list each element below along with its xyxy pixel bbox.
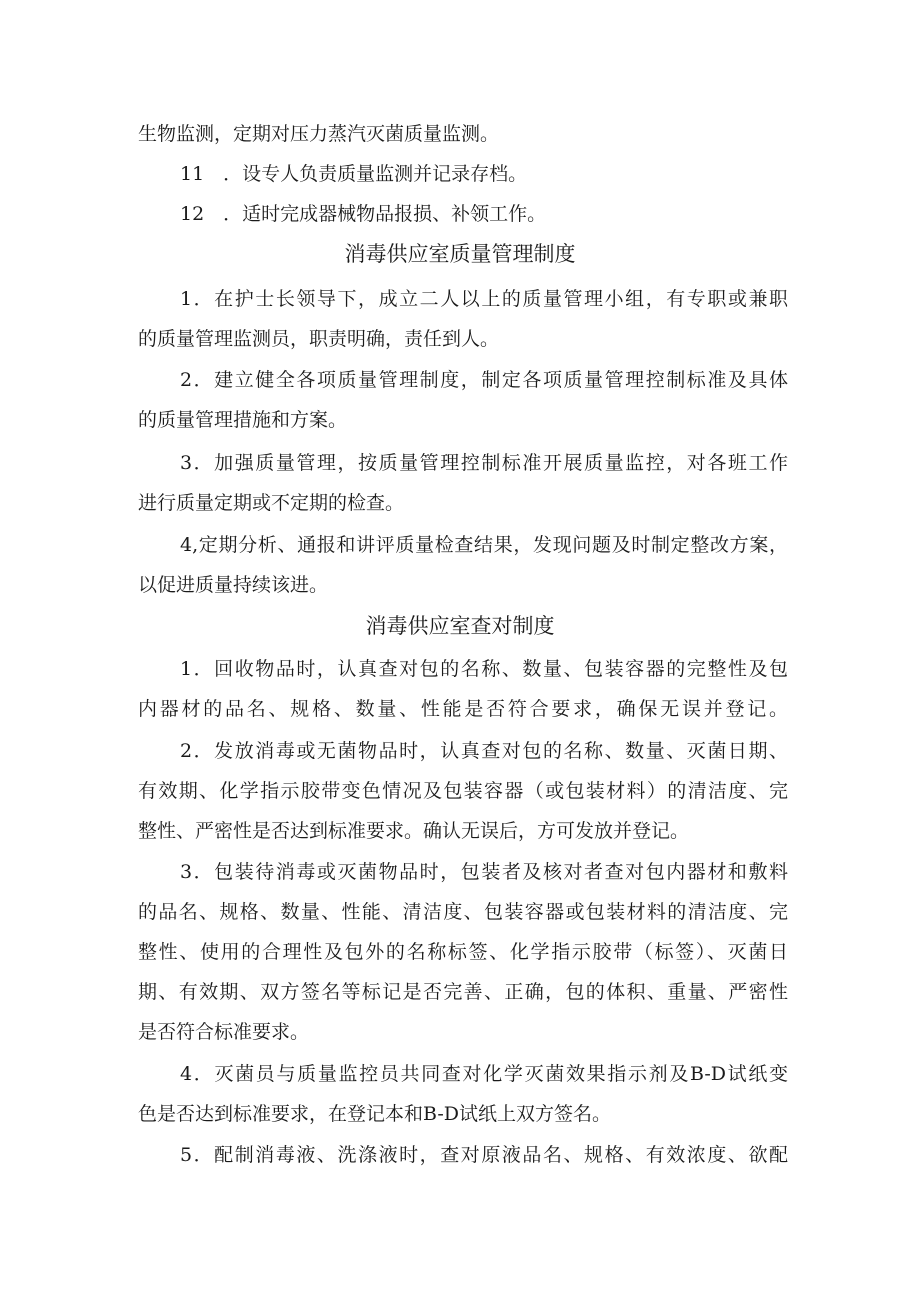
quality-item-3-line-2: 进行质量定期或不定期的检查。: [138, 492, 405, 514]
paragraph-line: 生物监测，定期对压力蒸汽灭菌质量监测。: [138, 123, 500, 145]
quality-item-1-line-1: 1．在护士长领导下，成立二人以上的质量管理小组，有专职或兼职: [180, 288, 788, 310]
check-item-2-line-1: 2．发放消毒或无菌物品时，认真查对包的名称、数量、灭菌日期、: [180, 740, 788, 762]
check-item-4-line-2: 色是否达到标准要求，在登记本和B-D试纸上双方签名。: [138, 1103, 611, 1125]
check-item-2-line-2: 有效期、化学指示胶带变色情况及包装容器（或包装材料）的清洁度、完: [138, 780, 788, 802]
check-item-3-line-2: 的品名、规格、数量、性能、清洁度、包装容器或包装材料的清洁度、完: [138, 901, 788, 923]
check-item-3-line-1: 3．包装待消毒或灭菌物品时，包装者及核对者查对包内器材和敷料: [180, 861, 788, 883]
check-item-5-line-1: 5．配制消毒液、洗涤液时，查对原液品名、规格、有效浓度、欲配: [180, 1144, 788, 1166]
check-item-3-line-5: 是否符合标准要求。: [138, 1021, 310, 1043]
list-item-11: 11 ．设专人负责质量监测并记录存档。: [180, 163, 528, 185]
quality-item-2-line-2: 的质量管理措施和方案。: [138, 409, 348, 431]
quality-item-3-line-1: 3．加强质量管理，按质量管理控制标准开展质量监控，对各班工作: [180, 452, 788, 474]
quality-item-2-line-1: 2．建立健全各项质量管理制度，制定各项质量管理控制标准及具体: [180, 369, 788, 391]
quality-item-4-line-1: 4,定期分析、通报和讲评质量检查结果，发现问题及时制定整改方案，: [180, 534, 788, 556]
check-item-3-line-4: 期、有效期、双方签名等标记是否完善、正确，包的体积、重量、严密性: [138, 981, 788, 1003]
section-title-check: 消毒供应室查对制度: [365, 614, 555, 638]
check-item-4-line-1: 4．灭菌员与质量监控员共同查对化学灭菌效果指示剂及B-D试纸变: [180, 1063, 788, 1085]
check-item-3-line-3: 整性、使用的合理性及包外的名称标签、化学指示胶带（标签）、灭菌日: [138, 941, 788, 963]
quality-item-4-line-2: 以促进质量持续该进。: [138, 574, 329, 596]
quality-item-1-line-2: 的质量管理监测员，职责明确，责任到人。: [138, 328, 500, 350]
check-item-1-line-1: 1．回收物品时，认真查对包的名称、数量、包装容器的完整性及包: [180, 658, 788, 680]
section-title-quality: 消毒供应室质量管理制度: [344, 242, 576, 266]
list-item-12: 12 ．适时完成器械物品报损、补领工作。: [180, 203, 547, 225]
check-item-1-line-2: 内器材的品名、规格、数量、性能是否符合要求，确保无误并登记。: [138, 698, 788, 720]
check-item-2-line-3: 整性、严密性是否达到标准要求。确认无误后，方可发放并登记。: [138, 820, 690, 842]
